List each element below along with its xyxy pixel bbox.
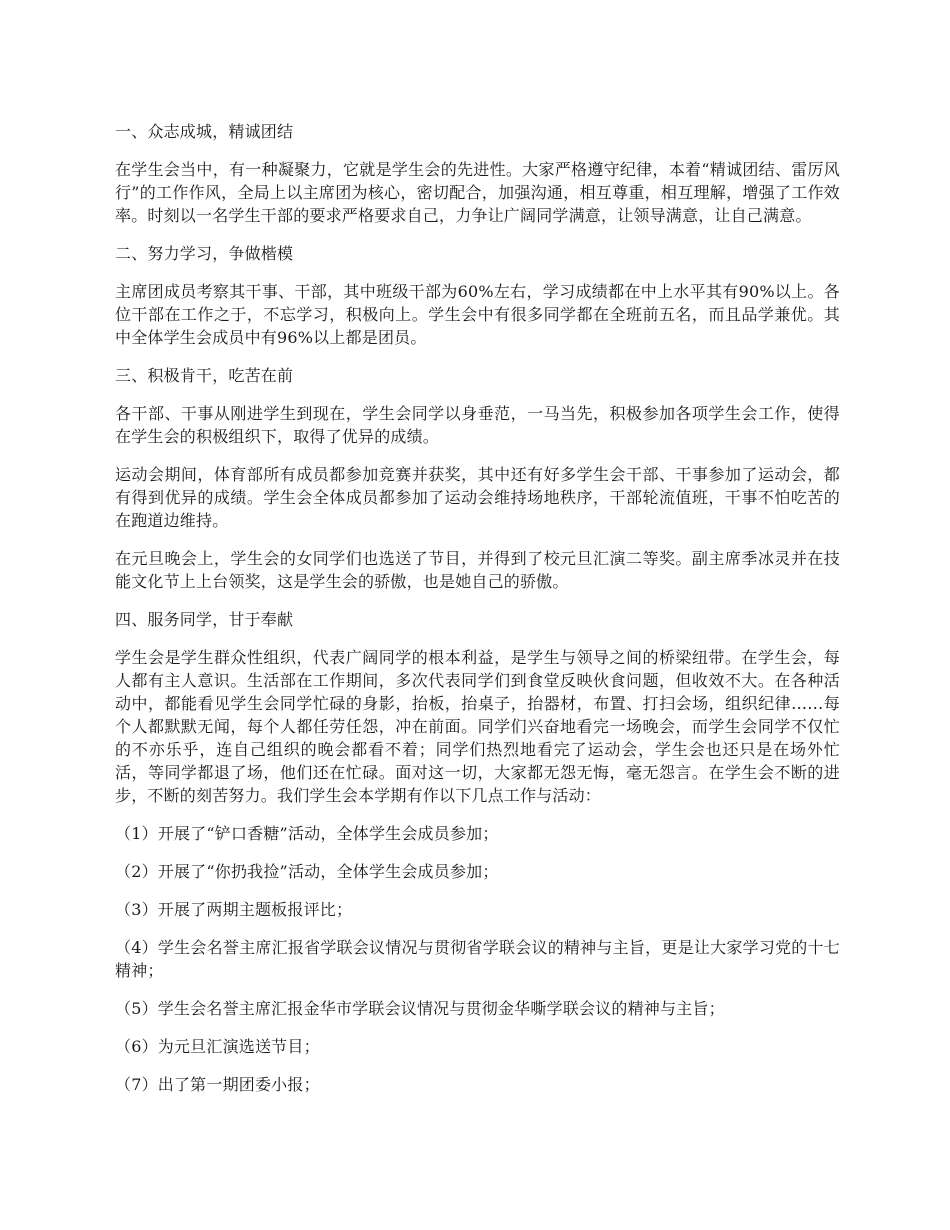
- document-page: [115, 120, 840, 1111]
- list-item: （2）开展了“你扔我捡”活动，全体学生会成员参加；: [115, 862, 499, 881]
- list-item: （5）学生会名誉主席汇报金华市学联会议情况与贯彻金华嘶学联会议的精神与主旨；: [115, 999, 725, 1018]
- section-2-paragraph-1: 主席团成员考察其干事、干部，其中班级干部为60%左右，学习成绩都在中上水平其有90%以上。各位干部在工作之于，不忘学习，积极向上。学生会中有很多同学都在全班前五名，而且品学兼优。其中全体学生会成员中有96%以上都是团员。: [115, 282, 840, 347]
- section-4-paragraph-1: 学生会是学生群众性组织，代表广阔同学的根本利益，是学生与领导之间的桥梁纽带。在学生会，每人都有主人意识。生活部在工作期间，多次代表同学们到食堂反映伙食问题，但收效不大。在各种活动中，都能看见学生会同学忙碌的身影，抬板，抬桌子，抬器材，布置、打扫会场，组织纪律……每个人都默默无闻，每个人都任劳任怨，冲在前面。同学们兴奋地看完一场晚会，而学生会同学不仅忙的不亦乐乎，连自己组织的晚会都看不着；同学们热烈地看完了运动会，学生会也还只是在场外忙活，等同学都退了场，他们还在忙碌。面对这一切，大家都无怨无悔，毫无怨言。在学生会不断的进步，不断的刻苦努力。我们学生会本学期有作以下几点工作与活动：: [115, 648, 840, 805]
- section-heading-3: 三、积极肯干，吃苦在前: [115, 366, 294, 385]
- list-item: （6）为元旦汇演选送节目；: [115, 1037, 320, 1056]
- section-3-paragraph-3: 在元旦晚会上，学生会的女同学们也选送了节目，并得到了校元旦汇演二等奖。副主席季冰灵并在技能文化节上上台领奖，这是学生会的骄傲，也是她自己的骄傲。: [115, 549, 840, 591]
- section-heading-4: 四、服务同学，甘于奉献: [115, 610, 294, 629]
- section-1-paragraph-1: 在学生会当中，有一种凝聚力，它就是学生会的先进性。大家严格遵守纪律，本着“精诚团结、雷厉风行”的工作作风，全局上以主席团为核心，密切配合，加强沟通，相互尊重，相互理解，增强了工作效率。时刻以一名学生干部的要求严格要求自己，力争让广阔同学满意，让领导满意，让自己满意。: [115, 160, 840, 225]
- section-3-paragraph-2: 运动会期间，体育部所有成员都参加竞赛并获奖，其中还有好多学生会干部、干事参加了运动会，都有得到优异的成绩。学生会全体成员都参加了运动会维持场地秩序，干部轮流值班，干事不怕吃苦的在跑道边维持。: [115, 465, 840, 530]
- list-item: （7）出了第一期团委小报；: [115, 1075, 320, 1094]
- section-3-paragraph-1: 各干部、干事从刚进学生到现在，学生会同学以身垂范，一马当先，积极参加各项学生会工作，使得在学生会的积极组织下，取得了优异的成绩。: [115, 404, 840, 446]
- section-heading-2: 二、努力学习，争做楷模: [115, 244, 294, 263]
- section-heading-1: 一、众志成城，精诚团结: [115, 122, 294, 141]
- list-item: （1）开展了“铲口香糖”活动，全体学生会成员参加；: [115, 824, 499, 843]
- list-item: （4）学生会名誉主席汇报省学联会议情况与贯彻省学联会议的精神与主旨，更是让大家学习党的十七精神；: [115, 938, 840, 980]
- list-item: （3）开展了两期主题板报评比；: [115, 900, 353, 919]
